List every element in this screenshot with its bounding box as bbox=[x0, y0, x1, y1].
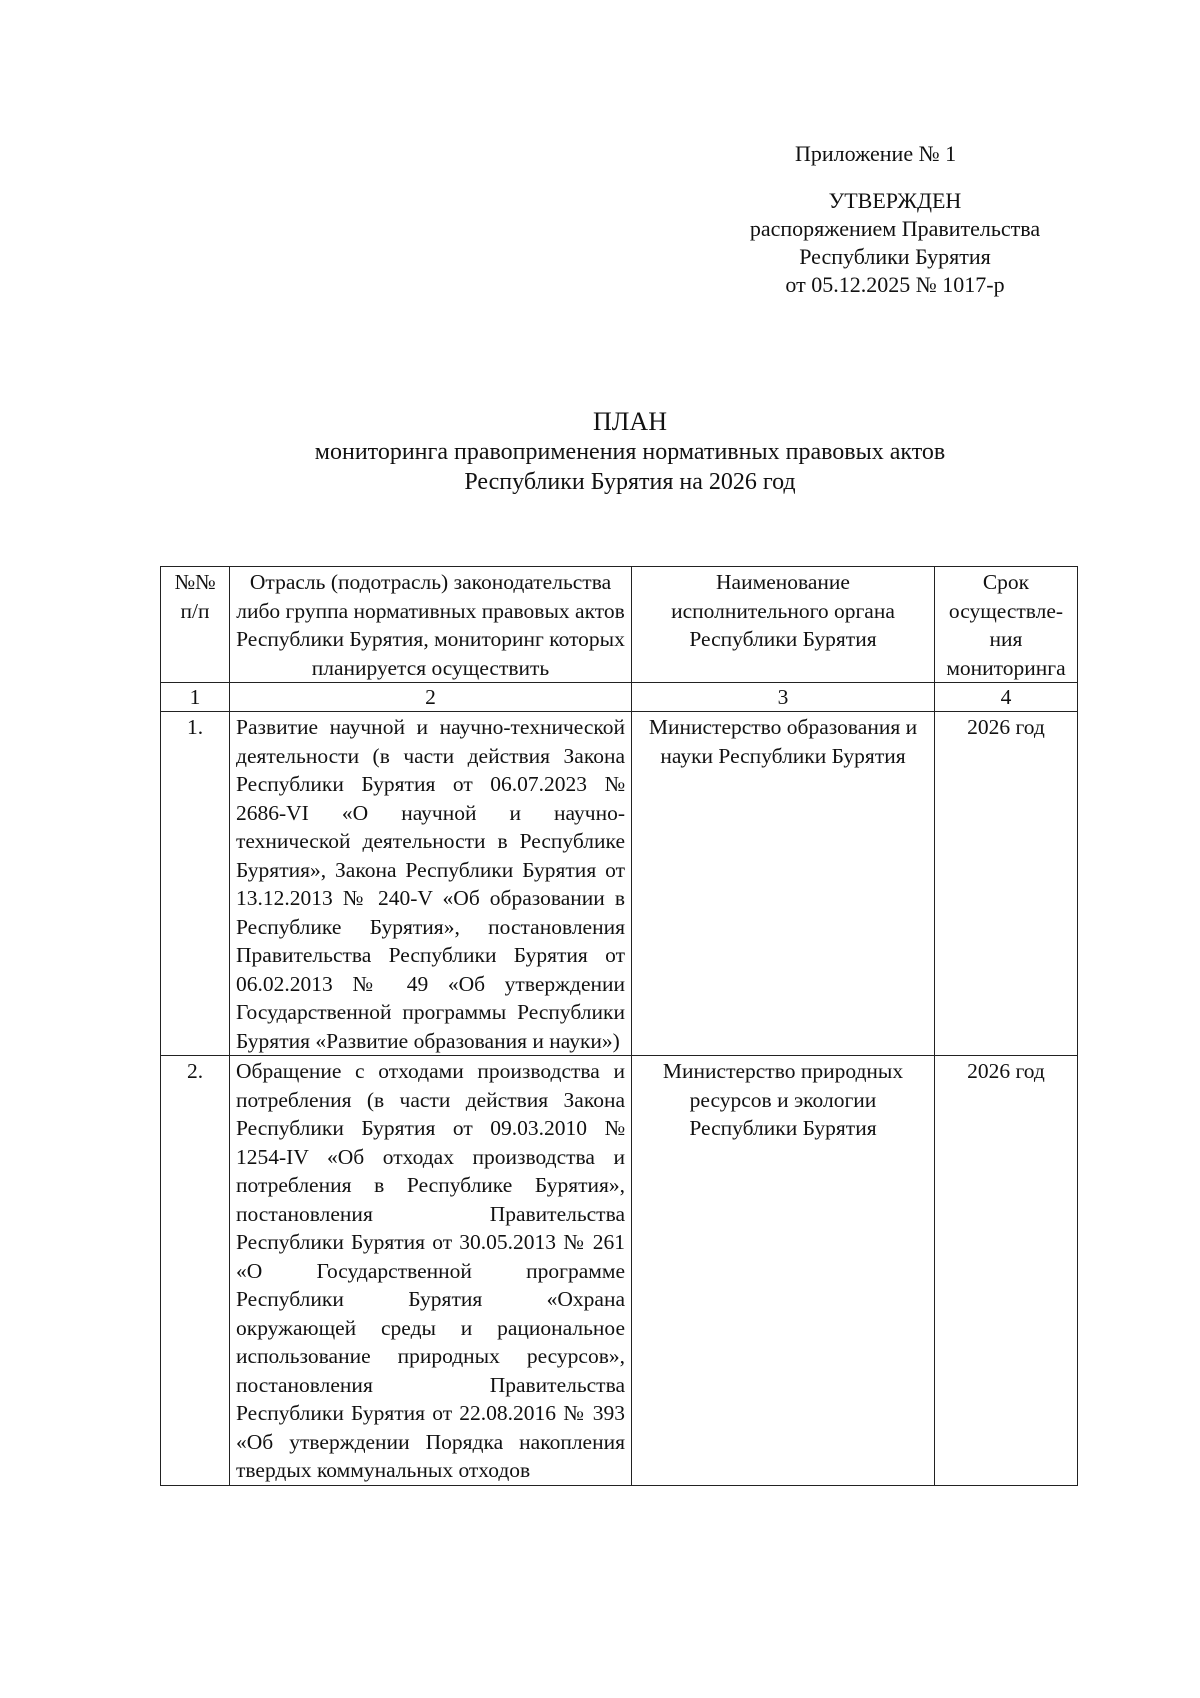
row-term: 2026 год bbox=[935, 1056, 1078, 1486]
table-header-row bbox=[161, 567, 1078, 683]
header-organ: Наименование исполнительного органа Республики Бурятия bbox=[632, 567, 935, 683]
title-main: ПЛАН bbox=[593, 407, 667, 436]
column-number-row bbox=[161, 683, 1078, 712]
table-row bbox=[161, 712, 1078, 1056]
approved-label: УТВЕРЖДЕН bbox=[828, 188, 962, 213]
approval-stamp bbox=[710, 140, 1110, 299]
row-num: 1. bbox=[161, 712, 230, 1056]
header-branch: Отрасль (подотрасль) законодательства либо группа нормативных правовых актов Республики Бурятия, мониторинг которых планируется осуществить bbox=[230, 567, 632, 683]
column-number: 1 bbox=[161, 683, 230, 712]
row-term: 2026 год bbox=[935, 712, 1078, 1056]
header-term: Срок осуществле-ния мониторинга bbox=[935, 567, 1078, 683]
row-branch: Обращение с отходами производства и потребления (в части действия Закона Республики Бурятия от 09.03.2010 № 1254-IV «Об отходах производства и потребления в Республике Бурятия», постановления Правительства Республики Бурятия от 30.05.2013 № 261 «О Государственной программе Республики Бурятия «Охрана окружающей среды и рациональное использование природных ресурсов», постановления Правительства Республики Бурятия от 22.08.2016 № 393 «Об утверждении Порядка накопления твердых коммунальных отходов bbox=[230, 1056, 632, 1486]
header-num: №№ п/п bbox=[161, 567, 230, 683]
document-title bbox=[150, 407, 1110, 497]
column-number: 4 bbox=[935, 683, 1078, 712]
column-number: 2 bbox=[230, 683, 632, 712]
approved-date-number: от 05.12.2025 № 1017-р bbox=[785, 272, 1005, 297]
column-number: 3 bbox=[632, 683, 935, 712]
title-line-1: мониторинга правоприменения нормативных правовых актов bbox=[314, 439, 946, 465]
approval-block bbox=[680, 187, 1110, 299]
table-row bbox=[161, 1056, 1078, 1486]
row-organ: Министерство образования и науки Республики Бурятия bbox=[632, 712, 935, 1056]
row-num: 2. bbox=[161, 1056, 230, 1486]
approved-republic: Республики Бурятия bbox=[799, 244, 991, 269]
title-line-2: Республики Бурятия на 2026 год bbox=[464, 469, 796, 495]
row-branch: Развитие научной и научно-технической деятельности (в части действия Закона Республики Бурятия от 06.07.2023 № 2686-VI «О научной и научно-технической деятельности в Республике Бурятия», Закона Республики Бурятия от 13.12.2013 № 240-V «Об образовании в Республике Бурятия», постановления Правительства Республики Бурятия от 06.02.2013 № 49 «Об утверждении Государственной программы Республики Бурятия «Развитие образования и науки») bbox=[230, 712, 632, 1056]
plan-table bbox=[160, 566, 1078, 1486]
approved-by-order: распоряжением Правительства bbox=[749, 216, 1041, 241]
appendix-label: Приложение № 1 bbox=[795, 141, 957, 166]
row-organ: Министерство природных ресурсов и экологии Республики Бурятия bbox=[632, 1056, 935, 1486]
